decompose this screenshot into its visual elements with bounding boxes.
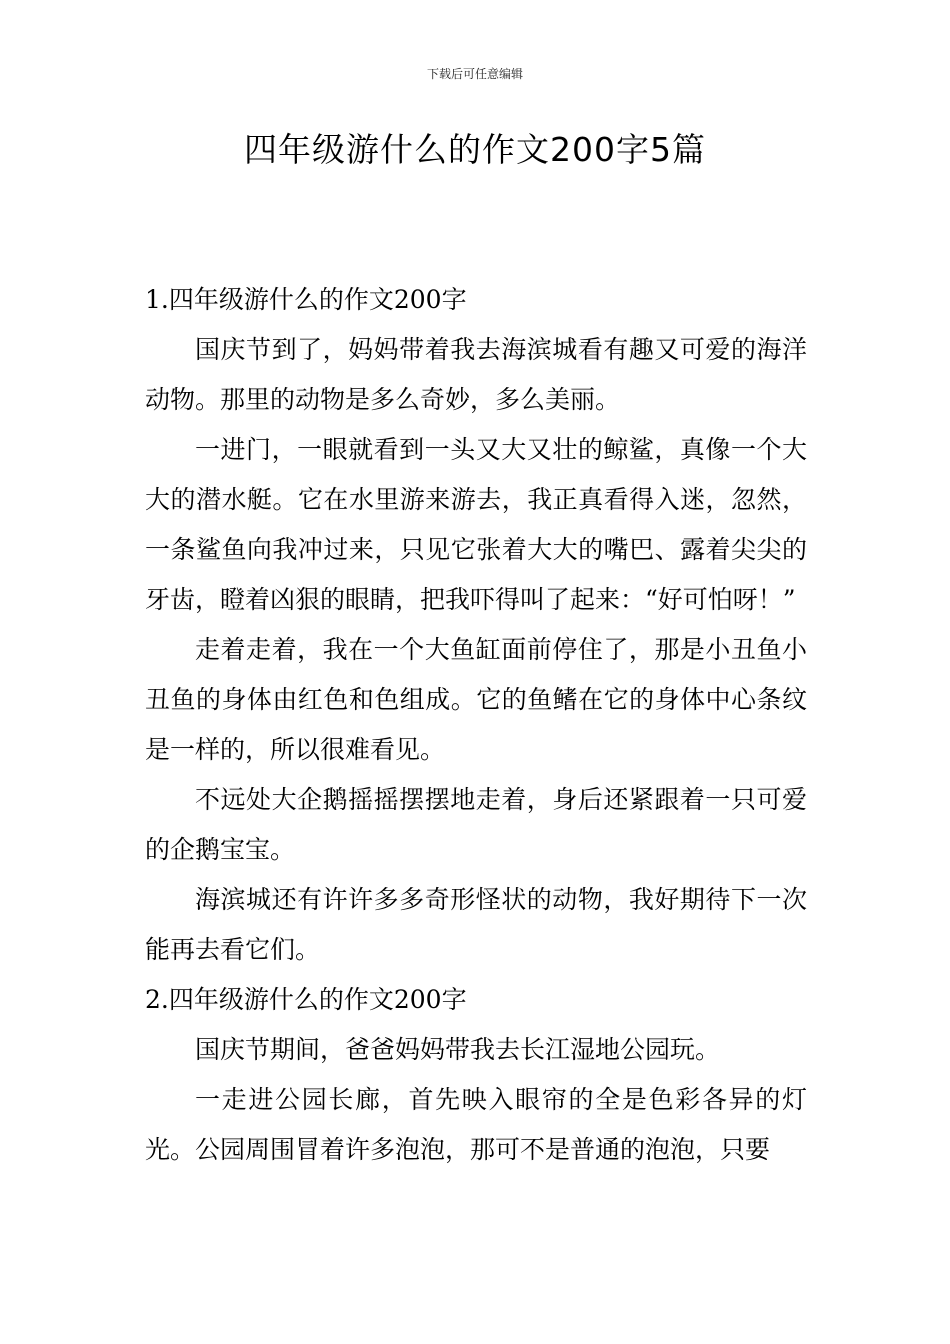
header-note: 下载后可任意编辑 [426, 67, 523, 81]
section-heading: 1.四年级游什么的作文200字 [145, 285, 467, 314]
paragraph: 海滨城还有许许多多奇形怪状的动物，我好期待下一次能再去看它们。 [145, 885, 807, 964]
paragraph: 国庆节到了，妈妈带着我去海滨城看有趣又可爱的海洋动物。那里的动物是多么奇妙，多么美丽。 [145, 335, 807, 414]
section-1 [145, 275, 807, 975]
paragraph: 不远处大企鹅摇摇摆摆地走着，身后还紧跟着一只可爱的企鹅宝宝。 [145, 785, 807, 864]
paragraph: 一走进公园长廊，首先映入眼帘的全是色彩各异的灯光。公园周围冒着许多泡泡，那可不是普通的泡泡，只要 [145, 1085, 807, 1164]
paragraph: 走着走着，我在一个大鱼缸面前停住了，那是小丑鱼小丑鱼的身体由红色和色组成。它的鱼鳍在它的身体中心条纹是一样的，所以很难看见。 [145, 635, 807, 764]
paragraph: 一进门，一眼就看到一头又大又壮的鲸鲨，真像一个大大的潜水艇。它在水里游来游去，我正真看得入迷，忽然，一条鲨鱼向我冲过来，只见它张着大大的嘴巴、露着尖尖的牙齿，瞪着凶狠的眼睛，把我吓得叫了起来：“好可怕呀！” [145, 435, 807, 614]
paragraph: 国庆节期间，爸爸妈妈带我去长江湿地公园玩。 [195, 1035, 721, 1064]
section-heading: 2.四年级游什么的作文200字 [145, 985, 467, 1014]
document-body [145, 275, 807, 1175]
document-title: 四年级游什么的作文200字5篇 [244, 130, 706, 169]
section-2 [145, 975, 807, 1175]
